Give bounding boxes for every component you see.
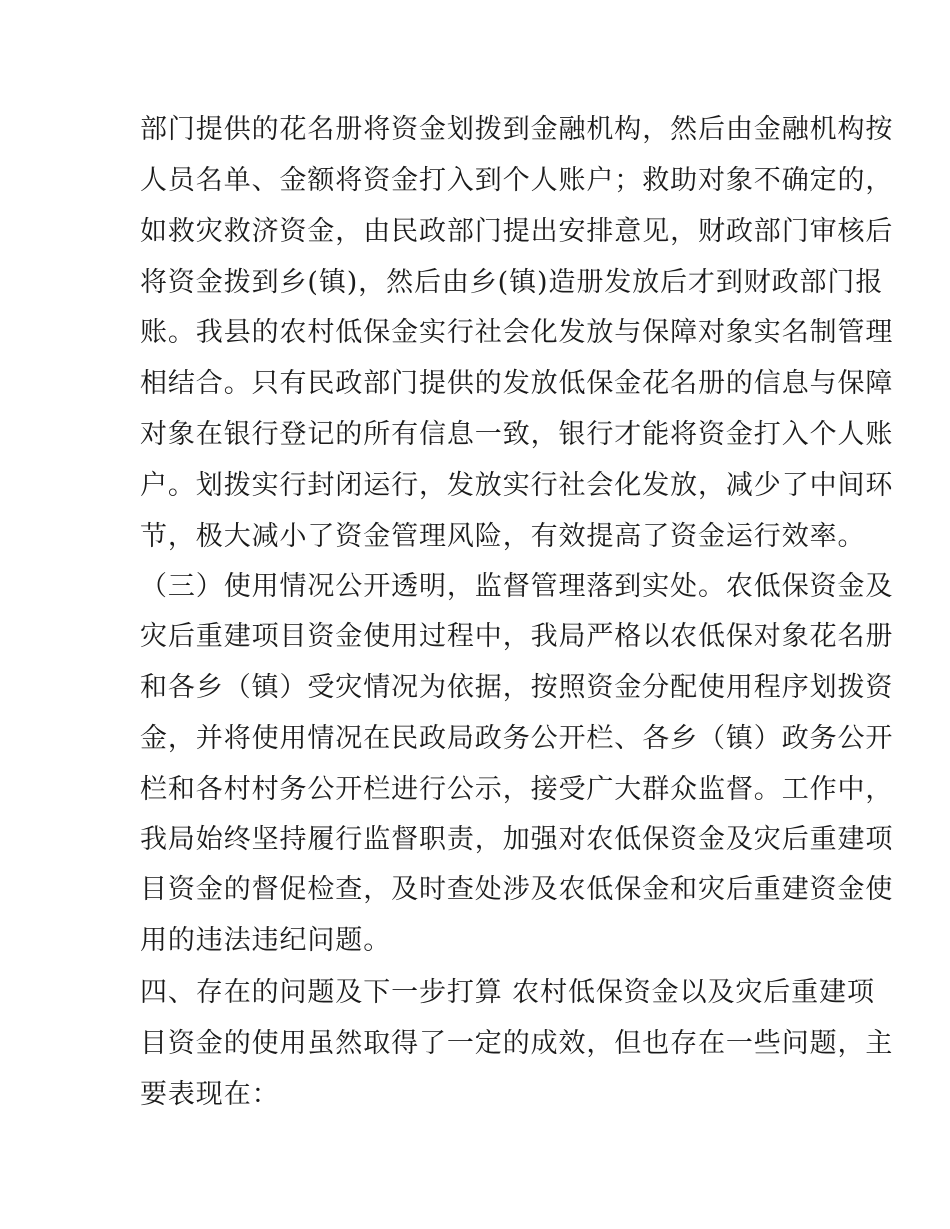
text-line: 栏和各村村务公开栏进行公示，接受广大群众监督。工作中， [140,774,894,805]
text-line: 目资金的督促检查，及时查处涉及农低保金和灾后重建资金使 [140,874,894,905]
text-line: 部门提供的花名册将资金划拨到金融机构，然后由金融机构按 [140,114,894,145]
text-line: 如救灾救济资金，由民政部门提出安排意见，财政部门审核后 [140,216,894,247]
text-line: 要表现在： [140,1079,280,1110]
section-heading-line: 四、存在的问题及下一步打算 农村低保资金以及灾后重建项 [140,977,875,1008]
text-line: 将资金拨到乡(镇)，然后由乡(镇)造册发放后才到财政部门报 [140,267,884,298]
section-heading-line: （三）使用情况公开透明，监督管理落到实处。农低保资金及 [140,571,894,602]
text-line: 金，并将使用情况在民政局政务公开栏、各乡（镇）政务公开 [140,723,894,754]
text-line: 和各乡（镇）受灾情况为依据，按照资金分配使用程序划拨资 [140,672,894,703]
text-line: 用的违法违纪问题。 [140,925,392,956]
text-line: 目资金的使用虽然取得了一定的成效，但也存在一些问题，主 [140,1028,894,1059]
text-line: 人员名单、金额将资金打入到个人账户；救助对象不确定的， [140,165,894,196]
text-line: 灾后重建项目资金使用过程中，我局严格以农低保对象花名册 [140,621,894,652]
text-line: 相结合。只有民政部门提供的发放低保金花名册的信息与保障 [140,368,894,399]
text-line: 账。我县的农村低保金实行社会化发放与保障对象实名制管理 [140,317,894,348]
text-line: 节，极大减小了资金管理风险，有效提高了资金运行效率。 [140,521,866,552]
text-line: 我局始终坚持履行监督职责，加强对农低保资金及灾后重建项 [140,824,894,855]
text-line: 对象在银行登记的所有信息一致，银行才能将资金打入个人账 [140,419,894,450]
text-line: 户。划拨实行封闭运行，发放实行社会化发放，减少了中间环 [140,470,894,501]
